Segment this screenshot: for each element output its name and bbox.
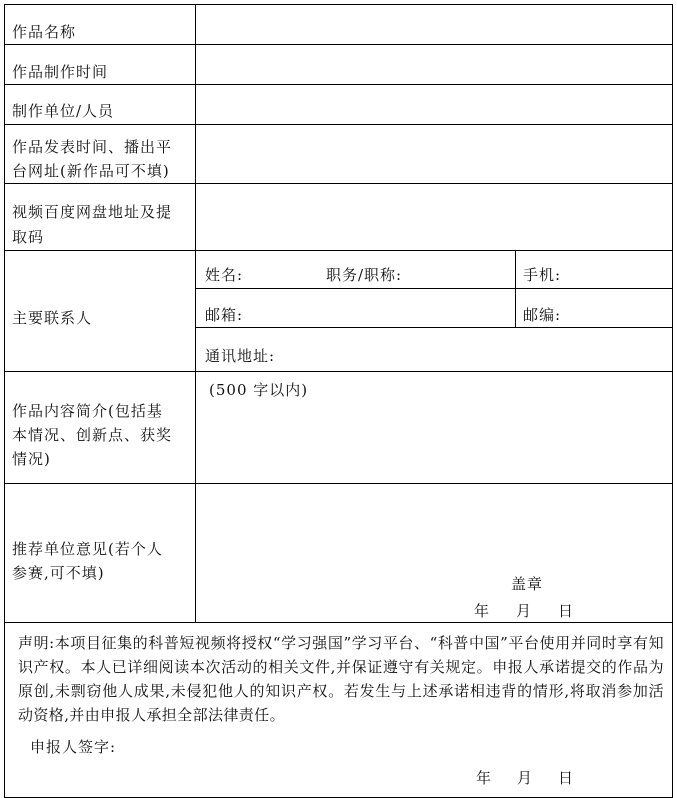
label-intro-line2: 本情况、创新点、获奖 xyxy=(12,426,173,444)
row-divider xyxy=(4,371,673,372)
label-rec-line2: 参赛,可不填) xyxy=(12,564,105,582)
contact-address-label: 通讯地址: xyxy=(205,347,276,365)
contact-phone-label: 手机: xyxy=(523,266,562,284)
contact-email-label: 邮箱: xyxy=(205,306,244,324)
declaration-text: 声明:本项目征集的科普短视频将授权“学习强国”学习平台、“科普中国”平台使用并同时享有知识产权。本人已详细阅读本次活动的相关文件,并保证遵守有关规定。申报人承诺提交的作品为原创,未剽窃他人成果,未侵犯他人的知识产权。若发生与上述承诺相违背的情形,将取消参加活动资格,并由申报人承担全部法律责任。 xyxy=(18,634,664,724)
sign-date-day: 日 xyxy=(558,769,575,787)
work-time-field[interactable] xyxy=(196,45,672,84)
table-border-left xyxy=(4,4,5,798)
signature-label: 申报人签字: xyxy=(30,738,117,756)
rec-date-month: 月 xyxy=(516,602,533,620)
rec-date-day: 日 xyxy=(558,602,575,620)
contact-name-label: 姓名: xyxy=(205,266,244,284)
table-border-right xyxy=(672,4,673,798)
signature-field[interactable] xyxy=(150,736,450,760)
intro-word-limit: (500 字以内) xyxy=(209,381,309,399)
label-publish-line1: 作品发表时间、播出平 xyxy=(12,138,173,156)
label-contact: 主要联系人 xyxy=(12,309,93,327)
contact-postcode-label: 邮编: xyxy=(523,306,562,324)
label-rec-line1: 推荐单位意见(若个人 xyxy=(12,540,163,558)
work-name-field[interactable] xyxy=(196,5,672,44)
label-video-line1: 视频百度网盘地址及提 xyxy=(12,203,173,221)
column-divider xyxy=(515,250,516,328)
label-video-line2: 取码 xyxy=(12,228,45,246)
label-work-time: 作品制作时间 xyxy=(12,63,109,81)
label-work-name: 作品名称 xyxy=(12,23,77,41)
intro-field[interactable] xyxy=(196,400,672,482)
publish-field[interactable] xyxy=(196,125,672,183)
label-publish-line2: 台网址(新作品可不填) xyxy=(12,162,170,180)
rec-date-year: 年 xyxy=(474,602,491,620)
row-divider xyxy=(4,250,673,251)
recommendation-field[interactable] xyxy=(196,484,672,574)
row-divider xyxy=(4,622,673,623)
row-divider xyxy=(195,288,673,289)
seal-label: 盖章 xyxy=(511,575,544,593)
sign-date-month: 月 xyxy=(517,769,534,787)
label-producer: 制作单位/人员 xyxy=(12,102,115,120)
contact-title-label: 职务/职称: xyxy=(326,266,403,284)
label-intro-line3: 情况) xyxy=(12,450,51,468)
label-intro-line1: 作品内容简介(包括基 xyxy=(12,402,163,420)
sign-date-year: 年 xyxy=(476,769,493,787)
row-divider xyxy=(195,327,673,328)
video-link-field[interactable] xyxy=(196,184,672,250)
producer-field[interactable] xyxy=(196,85,672,124)
